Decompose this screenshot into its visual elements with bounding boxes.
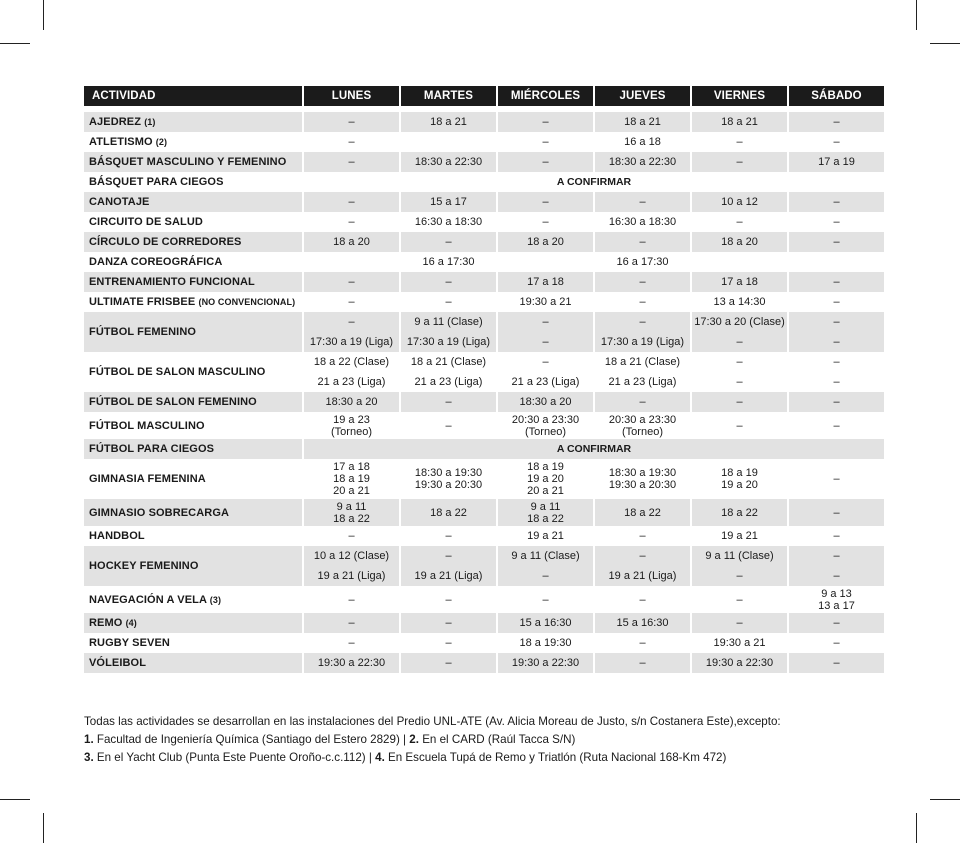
column-header-day: SÁBADO [789, 86, 884, 106]
schedule-cell: 16 a 17:30 [616, 256, 669, 268]
schedule-cell: 16 a 17:30 [422, 256, 475, 268]
schedule-cell: 13 a 14:30 [713, 296, 766, 308]
table-row [84, 312, 884, 332]
schedule-cell: – [595, 232, 690, 252]
schedule-cell: 15 a 16:30 [595, 613, 690, 633]
cell-line: 20:30 a 23:30 [608, 413, 677, 426]
cell-line: 19:30 a 20:30 [608, 479, 677, 491]
footnotes [84, 713, 781, 767]
schedule-cell: 18 a 22 [595, 499, 690, 526]
schedule-cell: – [789, 546, 884, 566]
activity-name [84, 526, 302, 546]
activity-note: (1) [144, 117, 156, 127]
footnote-intro: Todas las actividades se desarrollan en las instalaciones del Predio UNL-ATE (Av. Alicia Moreau de Justo, s/n Costanera Este),excepto: [84, 715, 781, 728]
activity-name [84, 292, 302, 312]
schedule-cell: 18 a 22 (Clase) [313, 356, 390, 368]
schedule-cell [789, 252, 884, 272]
schedule-cell: – [304, 112, 399, 132]
cell-line: 18 a 19 [721, 467, 758, 479]
schedule-cell: – [542, 216, 549, 228]
activity-label: GIMNASIA FEMENINA [89, 473, 206, 485]
activity-label: NAVEGACIÓN A VELA [89, 593, 207, 606]
schedule-cell: 18 a 22 [401, 499, 496, 526]
schedule-cell: – [736, 356, 743, 368]
activity-label: HOCKEY FEMENINO [89, 560, 199, 572]
crop-mark [916, 0, 917, 30]
schedule-cell: – [595, 392, 690, 412]
table-row [84, 252, 884, 272]
schedule-cell: 19 a 21 (Liga) [595, 566, 690, 586]
schedule-cell: – [639, 637, 646, 649]
schedule-table [82, 86, 886, 673]
activity-note: (2) [155, 137, 168, 147]
crop-mark [930, 799, 960, 800]
crop-mark [43, 813, 44, 843]
cell-line: 18 a 19 [333, 473, 370, 485]
activity-label: CANOTAJE [89, 196, 150, 208]
schedule-cell: – [789, 192, 884, 212]
activity-name [84, 252, 302, 272]
activity-name [84, 499, 302, 526]
crop-mark [0, 799, 30, 800]
schedule-cell: – [789, 232, 884, 252]
schedule-cell: – [445, 593, 452, 606]
schedule-cell: – [401, 392, 496, 412]
cell-line: 20:30 a 23:30 [511, 413, 580, 426]
column-header-day: MIÉRCOLES [498, 86, 593, 106]
table-row [84, 392, 884, 412]
schedule-cell [789, 586, 884, 613]
cell-line: 9 a 13 [821, 587, 852, 600]
footnote-number: 4. [375, 751, 385, 764]
schedule-cell: – [595, 653, 690, 673]
schedule-cell: – [304, 613, 399, 633]
activity-label: AJEDREZ [89, 116, 142, 128]
schedule-cell: 9 a 11 (Clase) [692, 546, 787, 566]
schedule-cell: – [348, 530, 355, 542]
footnote-line [84, 731, 781, 749]
schedule-cell [498, 252, 593, 272]
schedule-cell: 19 a 21 [721, 530, 758, 542]
cell-line: 18:30 a 19:30 [608, 467, 677, 479]
schedule-cell: – [304, 192, 399, 212]
crop-mark [43, 0, 44, 30]
footnote-number: 3. [84, 751, 94, 764]
activity-name [84, 613, 302, 633]
schedule-cell: 17 a 18 [692, 272, 787, 292]
schedule-cell: – [445, 637, 452, 649]
schedule-cell: 19:30 a 22:30 [304, 653, 399, 673]
schedule-cell: – [498, 312, 593, 332]
table-row [84, 633, 884, 653]
activity-label: CIRCUITO DE SALUD [89, 216, 203, 228]
schedule-cell: – [542, 356, 549, 368]
schedule-cell: – [445, 296, 452, 308]
schedule-cell: – [736, 419, 743, 432]
schedule-body [84, 112, 884, 673]
schedule-cell: – [736, 216, 743, 228]
table-row [84, 526, 884, 546]
schedule-cell: – [639, 530, 646, 542]
activity-name [84, 439, 302, 459]
column-header-day: MARTES [401, 86, 496, 106]
activity-name [84, 312, 302, 352]
schedule-cell: 19:30 a 21 [713, 637, 766, 649]
schedule-cell: – [445, 530, 452, 542]
activity-name [84, 653, 302, 673]
footnote-text: En el CARD (Raúl Tacca S/N) [422, 733, 576, 746]
schedule-cell: – [789, 613, 884, 633]
schedule-cell [498, 499, 593, 526]
schedule-cell: 17:30 a 19 (Liga) [595, 332, 690, 352]
activity-name [84, 232, 302, 252]
schedule-cell: 17:30 a 19 (Liga) [304, 332, 399, 352]
cell-line: 19 a 20 [721, 479, 758, 491]
cell-line: 17 a 18 [333, 461, 370, 473]
table-row [84, 192, 884, 212]
activity-name [84, 586, 302, 613]
schedule-cell: – [789, 272, 884, 292]
schedule-cell: 17 a 18 [498, 272, 593, 292]
schedule-cell: 10 a 12 [692, 192, 787, 212]
schedule-cell: – [348, 136, 355, 148]
activity-name [84, 212, 302, 232]
activity-name [84, 633, 302, 653]
schedule-cell: – [789, 499, 884, 526]
table-row [84, 292, 884, 312]
schedule-cell: – [595, 312, 690, 332]
schedule-cell: 10 a 12 (Clase) [304, 546, 399, 566]
schedule-cell: 17:30 a 20 (Clase) [692, 312, 787, 332]
table-row [84, 459, 884, 499]
activity-label: FÚTBOL MASCULINO [89, 419, 205, 432]
schedule-cell: – [692, 152, 787, 172]
schedule-cell: – [736, 136, 743, 148]
schedule-cell [692, 252, 787, 272]
activity-note: (3) [209, 594, 222, 605]
table-row [84, 653, 884, 673]
activity-note: (4) [125, 618, 137, 628]
schedule-cell [498, 412, 593, 439]
schedule-cell: 21 a 23 (Liga) [511, 376, 580, 388]
schedule-cell [401, 459, 496, 499]
schedule-cell: 18 a 21 [401, 112, 496, 132]
table-row [84, 412, 884, 439]
schedule-cell: – [692, 566, 787, 586]
schedule-cell: 15 a 17 [401, 192, 496, 212]
schedule-cell: 18 a 21 [692, 112, 787, 132]
schedule-cell: – [833, 136, 840, 148]
schedule-cell: 19:30 a 22:30 [692, 653, 787, 673]
schedule-cell: 19:30 a 22:30 [498, 653, 593, 673]
table-row [84, 232, 884, 252]
activity-label: BÁSQUET PARA CIEGOS [89, 176, 224, 188]
footnote-text: En el Yacht Club (Punta Este Puente Oroño-c.c.112) | [96, 751, 372, 764]
activity-name [84, 272, 302, 292]
cell-line: (Torneo) [525, 425, 566, 438]
schedule-cell: – [304, 152, 399, 172]
schedule-cell: – [542, 593, 549, 606]
schedule-cell: – [498, 566, 593, 586]
schedule-cell: 16:30 a 18:30 [608, 216, 677, 228]
schedule-cell [304, 499, 399, 526]
schedule-cell: 9 a 11 (Clase) [401, 312, 496, 332]
schedule-cell: – [304, 272, 399, 292]
confirm-cell: A CONFIRMAR [304, 439, 884, 459]
schedule-cell: – [736, 376, 743, 388]
column-header-day: VIERNES [692, 86, 787, 106]
activity-name [84, 172, 302, 192]
table-row [84, 499, 884, 526]
cell-line: 20 a 21 [527, 485, 564, 497]
schedule-cell [304, 252, 399, 272]
cell-line: 20 a 21 [333, 485, 370, 497]
schedule-cell [595, 412, 690, 439]
schedule-cell: – [833, 637, 840, 649]
activity-name [84, 352, 302, 392]
table-row [84, 439, 884, 459]
schedule-cell: – [692, 392, 787, 412]
activity-name [84, 192, 302, 212]
schedule-cell: – [348, 637, 355, 649]
activity-label: RUGBY SEVEN [89, 637, 170, 649]
table-header-row [84, 86, 884, 106]
schedule-cell: – [833, 376, 840, 388]
cell-line: 9 a 11 [530, 500, 561, 513]
schedule-cell: 18 a 20 [498, 232, 593, 252]
table-row [84, 212, 884, 232]
schedule-cell: 17:30 a 19 (Liga) [401, 332, 496, 352]
schedule-cell: – [498, 192, 593, 212]
schedule-cell: 18 a 21 [595, 112, 690, 132]
schedule-cell: – [348, 216, 355, 228]
schedule-cell: – [789, 653, 884, 673]
schedule-cell: 21 a 23 (Liga) [414, 376, 483, 388]
schedule-cell: 18 a 21 (Clase) [410, 356, 487, 368]
activity-name [84, 152, 302, 172]
activity-label: DANZA COREOGRÁFICA [89, 256, 223, 268]
schedule-cell: – [348, 296, 355, 308]
schedule-cell: – [595, 192, 690, 212]
schedule-cell: – [789, 112, 884, 132]
schedule-cell: – [736, 593, 743, 606]
schedule-cell: 18:30 a 22:30 [401, 152, 496, 172]
schedule-cell: – [789, 312, 884, 332]
activity-name [84, 112, 302, 132]
activity-name [84, 392, 302, 412]
schedule-cell: 18 a 22 [692, 499, 787, 526]
schedule-cell: – [401, 232, 496, 252]
schedule-cell: – [789, 566, 884, 586]
schedule-cell [304, 459, 399, 499]
schedule-cell [401, 132, 496, 152]
schedule-cell: – [401, 653, 496, 673]
schedule-cell: 18 a 19:30 [519, 637, 572, 649]
activity-label: FÚTBOL DE SALON MASCULINO [89, 366, 266, 378]
footnote-text: En Escuela Tupá de Remo y Triatlón (Ruta Nacional 168-Km 472) [388, 751, 727, 764]
cell-line: 9 a 11 [336, 500, 367, 513]
table-row [84, 272, 884, 292]
schedule-cell: – [833, 356, 840, 368]
schedule-cell: 18:30 a 20 [498, 392, 593, 412]
schedule-cell: – [595, 546, 690, 566]
activity-label: ULTIMATE FRISBEE [89, 296, 196, 308]
table-row [84, 586, 884, 613]
schedule-cell: 18:30 a 20 [304, 392, 399, 412]
table-row [84, 172, 884, 192]
table-row [84, 546, 884, 566]
activity-label: FÚTBOL FEMENINO [89, 326, 197, 338]
activity-name [84, 132, 302, 152]
schedule-cell: – [639, 593, 646, 606]
schedule-cell: – [542, 136, 549, 148]
schedule-cell: 9 a 11 (Clase) [498, 546, 593, 566]
schedule-cell: 18:30 a 22:30 [595, 152, 690, 172]
cell-line: (Torneo) [622, 425, 663, 438]
cell-line: 19 a 20 [527, 473, 564, 485]
column-header-activity: ACTIVIDAD [84, 86, 302, 106]
schedule-cell: – [595, 272, 690, 292]
crop-mark [930, 43, 960, 44]
activity-note: (NO CONVENCIONAL) [198, 297, 296, 307]
schedule-cell: – [401, 272, 496, 292]
schedule-cell: – [833, 419, 840, 432]
table-row [84, 132, 884, 152]
schedule-cell [304, 412, 399, 439]
schedule-cell: – [833, 473, 840, 485]
schedule-cell: 19 a 21 (Liga) [401, 566, 496, 586]
cell-line: (Torneo) [331, 425, 372, 438]
cell-line: 18 a 19 [527, 461, 564, 473]
column-header-day: JUEVES [595, 86, 690, 106]
activity-label: HANDBOL [89, 530, 145, 542]
schedule-cell: – [498, 152, 593, 172]
footnote-number: 1. [84, 733, 94, 746]
schedule-cell: – [401, 546, 496, 566]
schedule-cell [595, 459, 690, 499]
footnote-line [84, 749, 781, 767]
schedule-cell: – [348, 593, 355, 606]
cell-line: 18:30 a 19:30 [414, 467, 483, 479]
schedule-cell: – [789, 392, 884, 412]
schedule-cell: – [498, 112, 593, 132]
activity-label: CÍRCULO DE CORREDORES [89, 236, 242, 248]
crop-mark [0, 43, 30, 44]
schedule-cell: – [498, 332, 593, 352]
column-header-day: LUNES [304, 86, 399, 106]
schedule-cell: – [833, 530, 840, 542]
activity-label: REMO [89, 617, 123, 629]
activity-label: ENTRENAMIENTO FUNCIONAL [89, 276, 255, 288]
schedule-cell: 16 a 18 [624, 136, 661, 148]
confirm-cell: A CONFIRMAR [556, 176, 632, 188]
schedule-cell: – [304, 312, 399, 332]
schedule-cell: 19 a 21 (Liga) [304, 566, 399, 586]
schedule-cell: 18 a 21 (Clase) [604, 356, 681, 368]
schedule-cell [498, 459, 593, 499]
schedule-cell: 19:30 a 21 [519, 296, 572, 308]
schedule-cell: – [789, 332, 884, 352]
table-row [84, 352, 884, 372]
schedule-cell: 19 a 21 [527, 530, 564, 542]
schedule-cell: – [833, 216, 840, 228]
activity-name [84, 459, 302, 499]
table-row [84, 152, 884, 172]
schedule-cell: 18 a 20 [692, 232, 787, 252]
cell-line: 19:30 a 20:30 [414, 479, 483, 491]
cell-line: 18 a 22 [333, 512, 370, 525]
schedule-cell: – [401, 613, 496, 633]
schedule-cell: 15 a 16:30 [498, 613, 593, 633]
activity-label: FÚTBOL DE SALON FEMENINO [89, 396, 257, 408]
activity-label: GIMNASIO SOBRECARGA [89, 506, 230, 519]
schedule-cell: 21 a 23 (Liga) [317, 376, 386, 388]
crop-mark [916, 813, 917, 843]
schedule-cell: – [692, 332, 787, 352]
activity-name [84, 412, 302, 439]
schedule-cell: – [833, 296, 840, 308]
cell-line: 13 a 17 [818, 599, 855, 612]
schedule-cell [692, 459, 787, 499]
table-row [84, 613, 884, 633]
schedule-cell: – [692, 613, 787, 633]
activity-label: VÓLEIBOL [89, 657, 147, 669]
schedule-cell: – [639, 296, 646, 308]
activity-label: ATLETISMO [89, 136, 153, 148]
activity-label: FÚTBOL PARA CIEGOS [89, 443, 215, 455]
schedule-cell: 21 a 23 (Liga) [608, 376, 677, 388]
footnote-number: 2. [409, 733, 419, 746]
activity-name [84, 546, 302, 586]
cell-line: 18 a 22 [527, 512, 564, 525]
schedule-cell: 16:30 a 18:30 [414, 216, 483, 228]
table-row [84, 112, 884, 132]
schedule-cell: 18 a 20 [304, 232, 399, 252]
cell-line: 19 a 23 [333, 413, 370, 426]
schedule-cell: 17 a 19 [789, 152, 884, 172]
footnote-text: Facultad de Ingeniería Química (Santiago del Estero 2829) | [96, 733, 407, 746]
activity-label: BÁSQUET MASCULINO Y FEMENINO [89, 156, 287, 168]
schedule-cell: – [445, 419, 452, 432]
